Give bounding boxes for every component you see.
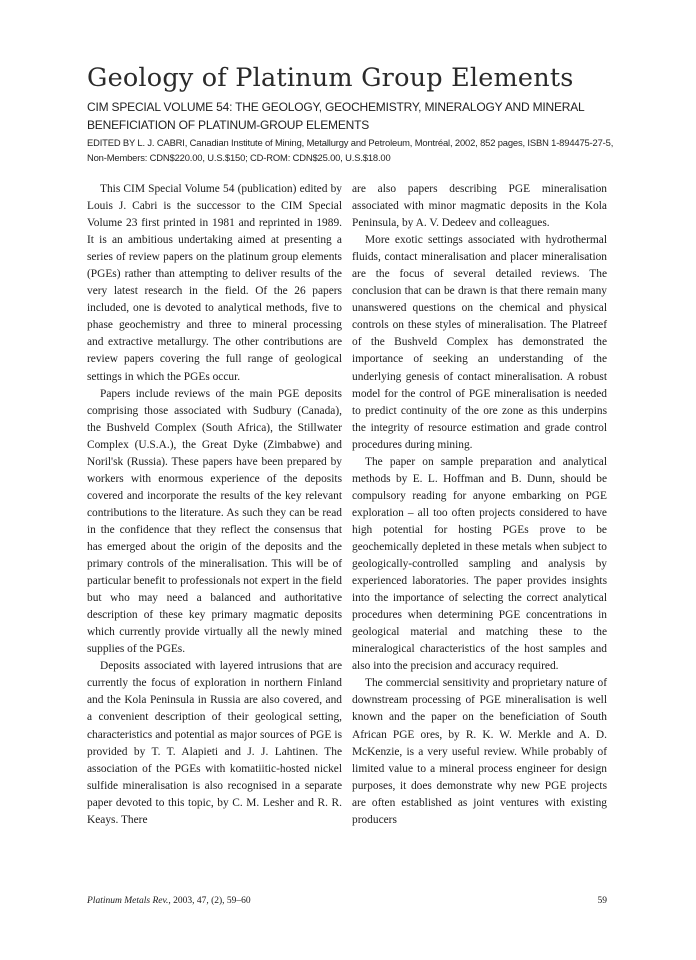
right-paragraph-2: More exotic settings associated with hydrothermal fluids, contact mineralisation and placer mineralisation are the focus of several detailed reviews. The conclusion that can be drawn is that there remain many unanswered questions on the chemical and physical controls on these styles of mineralisation. The Platreef of the Bushveld Complex has demonstrated the importance of seeking an understanding of the underlying genesis of contact mineralisation. A robust model for the control of PGE mineralisation is needed to predict continuity of the ore zone as this underpins the integrity of resource estimation and grade control procedures during mining. <box>352 234 607 451</box>
editor-publication-info: EDITED BY L. J. CABRI, Canadian Institute of Mining, Metallurgy and Petroleum, Montréal, 2002, 852 pages, ISBN 1-894475-27-5, Non-Members: CDN$220.00, U.S.$150; CD-ROM: CDN$25.00, U.S.$18.00 <box>87 137 614 163</box>
left-paragraph-1: This CIM Special Volume 54 (publication) edited by Louis J. Cabri is the successor to the CIM Special Volume 23 first printed in 1981 and reprinted in 1989. It is an ambitious undertaking aimed at presenting a series of review papers on the platinum group elements (PGEs) rather than attempting to deliver results of the very latest research in the field. Of the 26 papers included, one is devoted to analytical methods, five to phase geochemistry and three to mineral processing and extractive metallurgy. The other contributions are review papers covering the full range of geological settings in which the PGEs occur. <box>87 183 342 383</box>
right-paragraph-1: are also papers describing PGE mineralisation associated with minor magmatic deposits in the Kola Peninsula, by A. V. Dedeev and colleagues. <box>352 183 607 230</box>
left-column <box>87 181 342 829</box>
article-title: Geology of Platinum Group Elements <box>87 63 574 93</box>
left-paragraph-2: Papers include reviews of the main PGE deposits comprising those associated with Sudbury (Canada), the Bushveld Complex (South Africa), the Stillwater Complex (U.S.A.), the Great Dyke (Zimbabwe) and Noril'sk (Russia). These papers have been prepared by workers with enormous experience of the deposits covered and incorporate the results of the key relevant contributions to the literature. As such they can be read in the confidence that they reflect the consensus that has emerged about the origin of the deposits and the primary controls of the mineralisation. This will be of particular benefit to professionals not expert in the field but who may need a balanced and authoritative description of these key primary magmatic deposits which currently provide virtually all the newly mined supplies of the PGEs. <box>87 387 342 656</box>
article-subtitle: CIM SPECIAL VOLUME 54: THE GEOLOGY, GEOCHEMISTRY, MINERALOGY AND MINERAL BENEFICIATION OF PLATINUM-GROUP ELEMENTS <box>87 100 585 132</box>
right-paragraph-4: The commercial sensitivity and proprietary nature of downstream processing of PGE mineralisation is well known and the paper on the beneficiation of South African PGE ores, by R. K. W. Merkle and A. D. McKenzie, is a very useful review. While probably of limited value to a mineral process engineer for design purposes, it does demonstrate why new PGE projects are often established as joint ventures with existing producers <box>352 677 607 826</box>
journal-name: Platinum Metals Rev. <box>87 896 169 906</box>
journal-citation <box>87 895 251 907</box>
right-paragraph-3: The paper on sample preparation and analytical methods by E. L. Hoffman and B. Dunn, should be compulsory reading for anyone embarking on PGE exploration – all too often projects considered to have high potential for hosting PGEs prove to be geochemically depleted in these metals when subject to geologically-controlled sampling and analysis by experienced laboratories. The paper provides insights into the importance of selecting the correct analytical procedures when determining PGE concentrations in geological material and matching these to the mineralogical characteristics of the host samples and also into the precision and accuracy required. <box>352 455 607 673</box>
citation-details: , 2003, 47, (2), 59–60 <box>168 896 251 906</box>
right-column <box>352 181 607 829</box>
page-number: 59 <box>597 896 607 906</box>
left-paragraph-3: Deposits associated with layered intrusions that are currently the focus of exploration in northern Finland and the Kola Peninsula in Russia are also covered, and a convenient description of their geological setting, characteristics and potential as major sources of PGE is provided by T. T. Alapieti and J. J. Lahtinen. The association of the PGEs with komatiitic-hosted nickel sulfide mineralisation is also recognised in a separate paper devoted to this topic, by C. M. Lesher and R. R. Keays. There <box>87 660 342 826</box>
